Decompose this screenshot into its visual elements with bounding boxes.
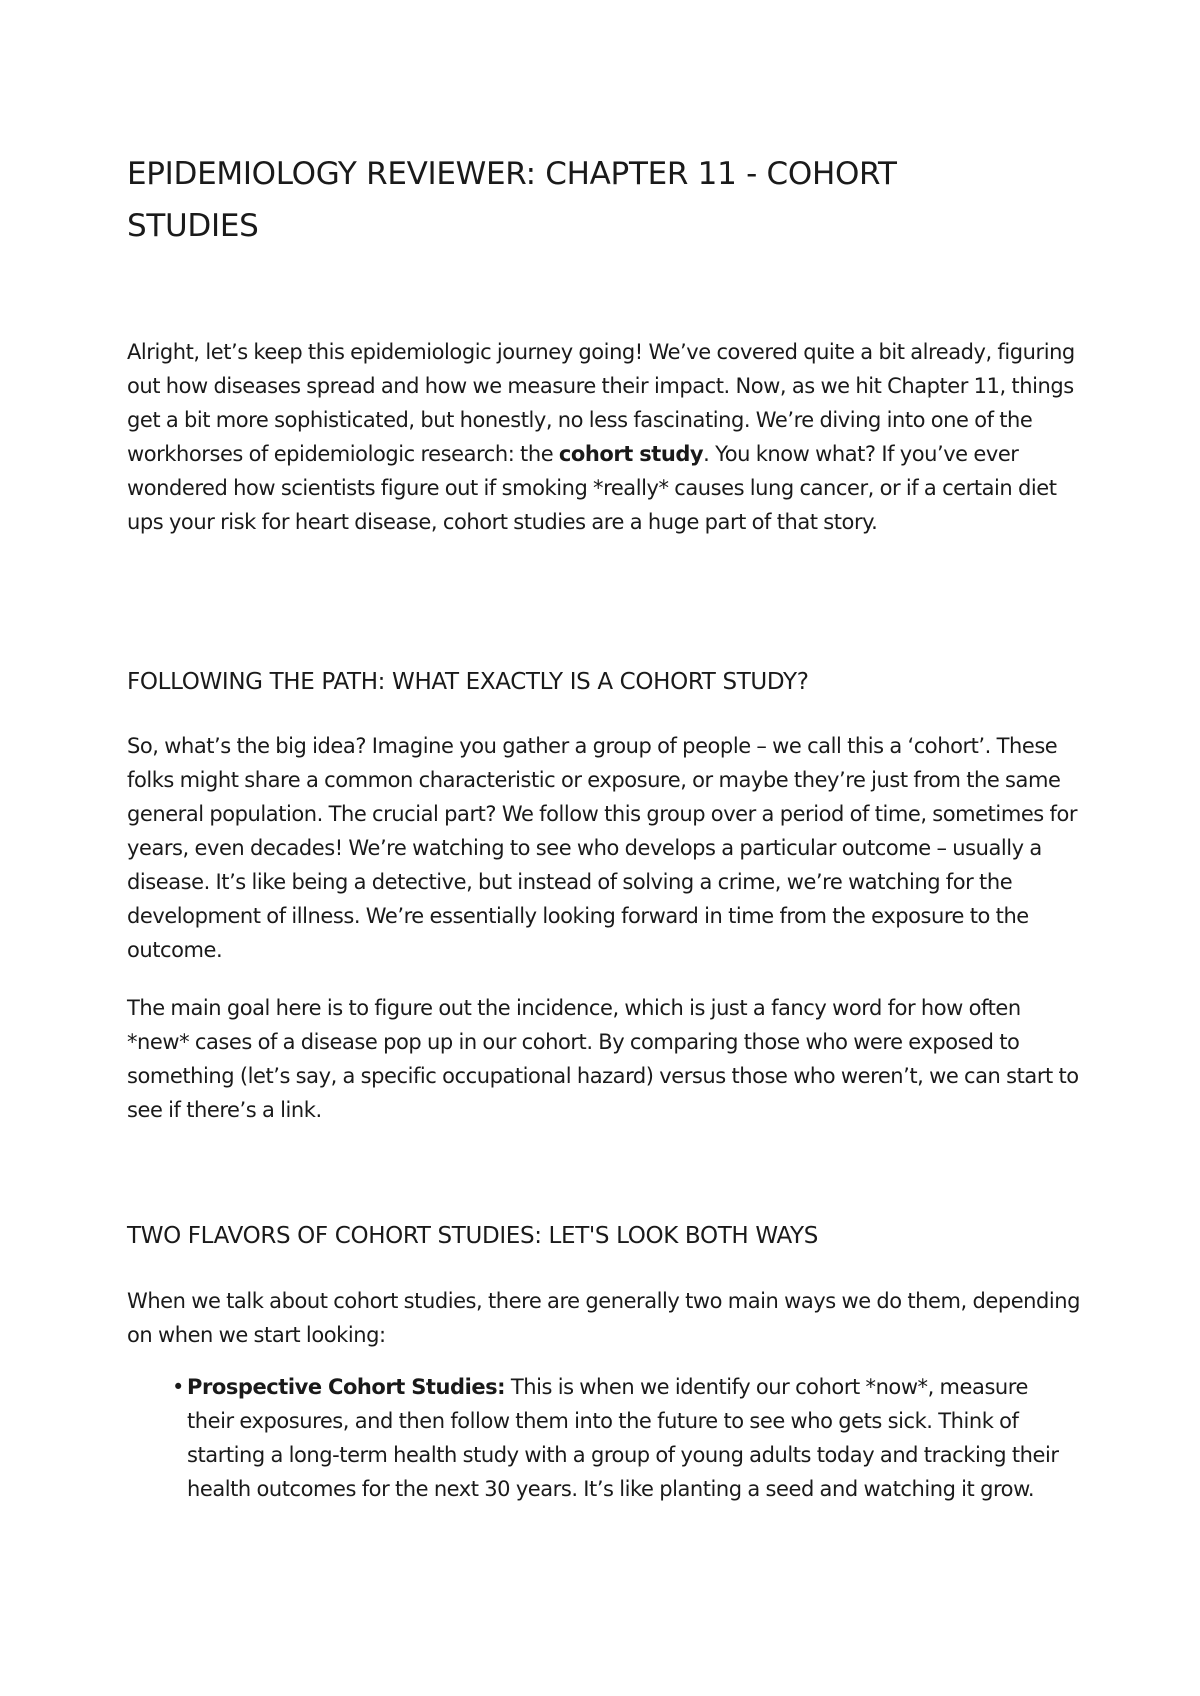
intro-bold-term: cohort study bbox=[558, 442, 704, 466]
intro-text-after: . You know what? If you’ve ever wondered how scientists figure out if smoking *really* causes lung cancer, or if a certain diet ups your risk for heart disease, cohort studies are a huge part of that story. bbox=[127, 442, 1057, 534]
bullet-body: This is when we identify our cohort *now*, measure their exposures, and then follow them into the future to see who gets sick. Think of starting a long-term health study with a group of young adults today and tracking their health outcomes for the next 30 years. It’s like planting a seed and watching it grow. bbox=[187, 1375, 1059, 1501]
bullet-text bbox=[187, 1370, 1072, 1506]
bullet-icon: • bbox=[172, 1375, 185, 1399]
list-item bbox=[172, 1370, 1072, 1506]
intro-paragraph bbox=[127, 335, 1087, 539]
section-heading-two-flavors: TWO FLAVORS OF COHORT STUDIES: LET'S LOOK BOTH WAYS bbox=[127, 1223, 818, 1249]
cohort-types-list bbox=[172, 1370, 1072, 1506]
intro-text-before: Alright, let’s keep this epidemiologic journey going! We’ve covered quite a bit already, figuring out how diseases spread and how we measure their impact. Now, as we hit Chapter 11, things get a bit more sophisticated, but honestly, no less fascinating. We’re diving into one of the workhorses of epidemiologic research: the bbox=[127, 340, 1075, 466]
section2-paragraph: When we talk about cohort studies, there are generally two main ways we do them, depending on when we start looking: bbox=[127, 1289, 1081, 1347]
document-title: EPIDEMIOLOGY REVIEWER: CHAPTER 11 - COHORT STUDIES bbox=[127, 156, 897, 244]
bullet-bold-label: Prospective Cohort Studies: bbox=[187, 1375, 506, 1399]
section1-paragraph-1: So, what’s the big idea? Imagine you gather a group of people – we call this a ‘cohort’. These folks might share a common characteristic or exposure, or maybe they’re just from the same general population. The crucial part? We follow this group over a period of time, sometimes for years, even decades! We’re watching to see who develops a particular outcome – usually a disease. It’s like being a detective, but instead of solving a crime, we’re watching for the development of illness. We’re essentially looking forward in time from the exposure to the outcome. bbox=[127, 734, 1078, 962]
section1-paragraph-2: The main goal here is to figure out the incidence, which is just a fancy word for how often *new* cases of a disease pop up in our cohort. By comparing those who were exposed to something (let’s say, a specific occupational hazard) versus those who weren’t, we can start to see if there’s a link. bbox=[127, 996, 1079, 1122]
section-heading-what-is-cohort: FOLLOWING THE PATH: WHAT EXACTLY IS A COHORT STUDY? bbox=[127, 669, 809, 695]
